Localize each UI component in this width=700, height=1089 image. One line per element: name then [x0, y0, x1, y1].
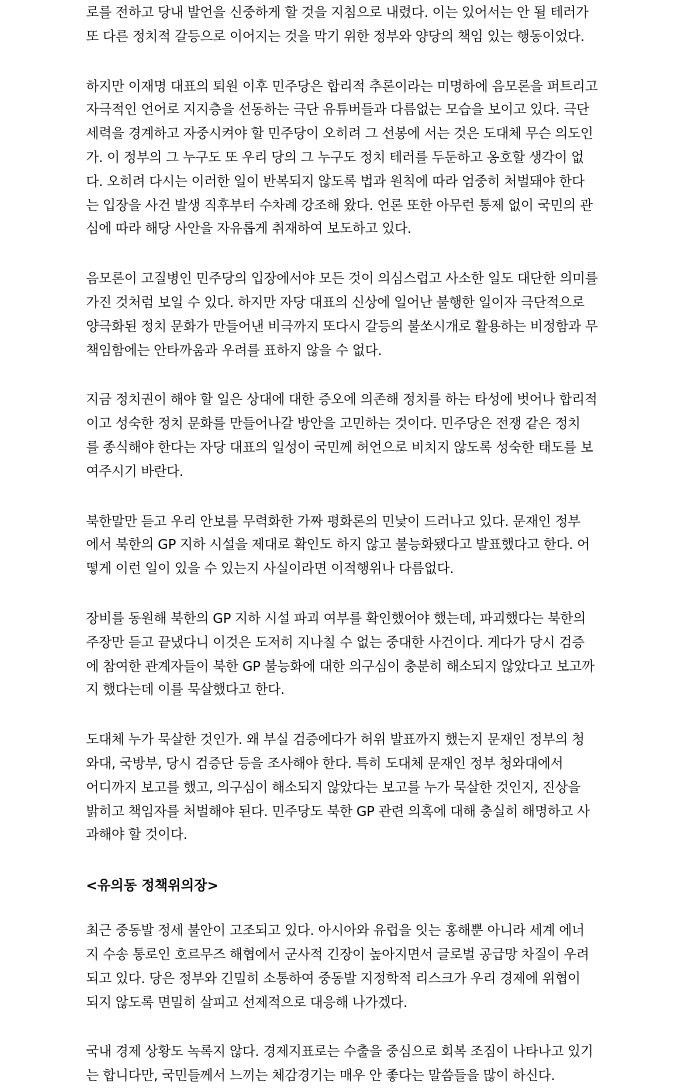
text-line: 책임함에는 안타까움과 우려를 표하지 않을 수 없다. [86, 343, 382, 359]
text-line: 최근 중동발 정세 불안이 고조되고 있다. 아시아와 유럽을 잇는 홍해뿐 아니라 세계 에너 [86, 924, 585, 940]
paragraph [0, 389, 606, 484]
paragraph [0, 2, 606, 50]
statement-section [0, 2, 700, 848]
text-line: 이고 성숙한 정치 문화를 만들어나갈 방안을 고민하는 것이다. 민주당은 전쟁 같은 정치 [86, 417, 581, 433]
text-line: 와대, 국방부, 당시 검증단 등을 조사해야 한다. 특히 도대체 문재인 정부 청와대에서 [86, 756, 564, 772]
paragraph [0, 1041, 606, 1089]
text-line: 과해야 할 것이다. [86, 828, 188, 844]
paragraph [0, 511, 606, 582]
text-line: 다. 오히려 다시는 이러한 일이 반복되지 않도록 법과 원칙에 따라 엄중히 처벌돼야 한다 [86, 174, 585, 190]
text-line: 가진 것처럼 보일 수 있다. 하지만 자당 대표의 신상에 일어난 불행한 일이자 극단적으로 [86, 295, 585, 311]
text-line: 또 다른 정치적 갈등으로 이어지는 것을 막기 위한 정부와 양당의 책임 있는 행동이었다. [86, 29, 585, 45]
text-line: 장비를 동원해 북한의 GP 지하 시설 파괴 여부를 확인했어야 했는데, 파괴했다는 북한의 [86, 611, 586, 627]
text-line: 여주시기 바란다. [86, 464, 184, 480]
text-line: 음모론이 고질병인 민주당의 입장에서야 모든 것이 의심스럽고 사소한 일도 대단한 의미를 [86, 272, 598, 288]
text-line: 되고 있다. 당은 정부와 긴밀히 소통하여 중동발 지정학적 리스크가 우리 경제에 위협이 [86, 971, 581, 987]
text-line: 도대체 누가 묵살한 것인가. 왜 부실 검증에다가 허위 발표까지 했는지 문재인 정부의 청 [86, 733, 585, 749]
text-line: 떻게 이런 일이 있을 수 있는지 사실이라면 이적행위나 다름없다. [86, 562, 454, 578]
paragraph [0, 608, 606, 703]
text-line: 를 종식해야 한다는 자당 대표의 일성이 국민께 허언으로 비치지 않도록 성숙한 태도를 보 [86, 440, 594, 456]
paragraph [0, 76, 606, 243]
text-line: 로를 전하고 당내 발언을 신중하게 할 것을 지침으로 내렸다. 이는 있어서는 안 될 테러가 [86, 6, 589, 21]
text-line: 심에 따라 해당 사안을 자유롭게 취재하여 보도하고 있다. [86, 222, 412, 238]
speaker-heading: <유의동 정책위의장> [86, 878, 219, 895]
text-line: 북한말만 듣고 우리 안보를 무력화한 가짜 평화론의 민낯이 드러나고 있다. 문재인 정부 [86, 514, 581, 530]
text-line: 양극화된 정치 문화가 만들어낸 비극까지 또다시 갈등의 불쏘시개로 활용하는 비정함과 무 [86, 319, 598, 335]
text-line: 하지만 이재명 대표의 퇴원 이후 민주당은 합리적 추론이라는 미명하에 음모론을 퍼트리고 [86, 79, 598, 95]
text-line: 에서 북한의 GP 지하 시설을 제대로 확인도 하지 않고 불능화됐다고 발표했다고 한다. 어 [86, 538, 590, 554]
text-line: 가. 이 정부의 그 누구도 또 우리 당의 그 누구도 정치 테러를 두둔하고 옹호할 생각이 없 [86, 150, 584, 166]
text-line: 자극적인 언어로 지지층을 선동하는 극단 유튜버들과 다름없는 모습을 보이고 있다. 극단 [86, 103, 590, 119]
text-line: 어디까지 보고를 했고, 의구심이 해소되지 않았다는 보고를 누가 묵살한 것인지, 진상을 [86, 780, 581, 796]
text-line: 에 참여한 관계자들이 북한 GP 불능화에 대한 의구심이 충분히 해소되지 않았다고 보고까 [86, 659, 595, 675]
text-line: 세력을 경계하고 자중시켜야 할 민주당이 오히려 그 선봉에 서는 것은 도대체 무슨 의도인 [86, 127, 594, 143]
text-line: 는 합니다만, 국민들께서 느끼는 체감경기는 매우 안 좋다는 말씀들을 많이 하신다. [86, 1069, 555, 1085]
text-line: 지 수송 통로인 호르무즈 해협에서 군사적 긴장이 높아지면서 글로벌 공급망 차질이 우려 [86, 947, 590, 963]
policy-section [0, 920, 700, 1089]
text-line: 밝히고 책임자를 처벌해야 된다. 민주당도 북한 GP 관련 의혹에 대해 충실히 해명하고 사 [86, 804, 590, 820]
paragraph [0, 729, 606, 848]
text-line: 는 입장을 사건 발생 직후부터 수차례 강조해 왔다. 언론 또한 아무런 통제 없이 국민의 관 [86, 198, 593, 214]
text-line: 지금 정치권이 해야 할 일은 상대에 대한 증오에 의존해 정치를 하는 타성에 벗어나 합리적 [86, 393, 598, 409]
text-line: 주장만 듣고 끝냈다니 이것은 도저히 지나칠 수 없는 중대한 사건이다. 게다가 당시 검증 [86, 635, 585, 651]
paragraph [0, 920, 606, 1015]
text-line: 지 했다는데 이를 묵살했다고 한다. [86, 683, 285, 699]
paragraph [0, 268, 606, 363]
text-line: 국내 경제 상황도 녹록지 않다. 경제지표로는 수출을 중심으로 회복 조짐이 나타나고 있기 [86, 1045, 594, 1061]
text-line: 되지 않도록 면밀히 살피고 선제적으로 대응해 나가겠다. [86, 995, 408, 1011]
